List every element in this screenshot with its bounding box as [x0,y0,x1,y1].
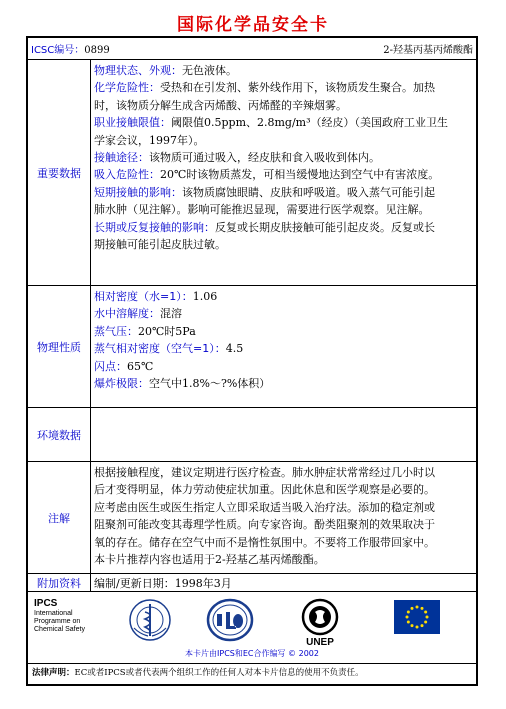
important-line [94,236,473,253]
important-key: 化学危险性： [94,81,160,95]
important-line [94,201,473,218]
notes-line: 根据接触程度，建议定期进行医疗检查。肺水肿症状常常经过几小时以 [94,466,435,479]
legal-row [28,664,476,684]
eu-star-icon [424,611,427,614]
notes-line: 后才变得明显，体力劳动使症状加重。因此休息和医学观察是必要的。 [94,483,435,497]
important-key: 吸入危险性： [94,168,160,182]
unep-emblem-icon [296,598,344,636]
card-title: 国际化学品安全卡 [177,15,329,35]
ipcs-line: Chemical Safety [34,626,85,633]
chemical-name: 2-羟基丙基丙烯酸酯 [383,45,473,56]
important-text: 肺水肿（见注解）。影响可能推迟显现，需要进行医学观察。见注解。 [94,203,430,217]
eu-flag-icon [394,600,440,634]
additional-content: 编制/更新日期：1998年3月 [94,577,232,590]
card-credit: 本卡片由IPCS和EC合作编写 © 2002 [185,649,319,658]
important-line [94,79,473,96]
section-important [28,60,476,286]
important-text: 时，该物质分解生成含丙烯酸、丙烯醛的辛辣烟雾。 [94,98,347,112]
important-text: 该物质腐蚀眼睛、皮肤和呼吸道。吸入蒸气可能引起 [182,185,435,199]
section-label-important: 重要数据 [28,60,91,285]
ipcs-line: International [34,610,73,617]
physical-key: 蒸气压： [94,324,138,338]
footer-logos [28,592,476,664]
physical-line [94,375,473,392]
physical-text: 空气中1.8%～?%体积） [149,377,271,391]
physical-key: 蒸气相对密度（空气=1）： [94,342,226,356]
important-key: 长期或反复接触的影响： [94,220,215,234]
physical-line [94,305,473,322]
ipcs-line: Programme on [34,618,81,625]
physical-text: 1.06 [192,290,218,303]
legal-text: EC或者IPCS或者代表两个组织工作的任何人对本卡片信息的使用不负责任。 [74,668,364,678]
important-line [94,114,473,131]
important-text: 无色液体。 [182,64,237,77]
ipcs-logo [34,598,85,634]
notes-line: 本卡片推荐内容也适用于2-羟基乙基丙烯酸酯。 [94,553,325,567]
safety-card [26,36,478,686]
eu-star-icon [411,607,414,610]
section-notes [28,462,476,574]
eu-star-icon [426,616,429,619]
section-additional [28,574,476,592]
important-text: 学家会议，1997年）。 [94,133,205,147]
eu-star-icon [421,624,424,627]
important-text: 受热和在引发剂、紫外线作用下，该物质发生聚合。加热 [160,81,435,95]
icsc-label: ICSC编号： [31,45,85,56]
icsc-id [31,41,110,56]
notes-line: 阻聚剂可能改变其毒理学性质。向专家咨询。酚类阻聚剂的效果取决于 [94,518,435,532]
header-row [28,38,476,60]
important-text: 阈限值0.5ppm、2.8mg/m³（经皮）（美国政府工业卫生 [171,116,449,130]
important-text: 反复或长期皮肤接触可能引起皮炎。反复或长 [215,220,435,234]
section-physical [28,286,476,408]
eu-star-icon [411,624,414,627]
legal-notice [28,664,476,682]
section-label-environment: 环境数据 [28,408,91,461]
important-content [91,60,476,285]
eu-star-icon [407,611,410,614]
unep-label: UNEP [306,637,334,648]
important-key: 接触途径： [94,151,149,165]
important-key: 短期接触的影响： [94,185,182,199]
important-line [94,62,473,79]
physical-key: 闪点： [94,359,127,373]
physical-line [94,323,473,340]
notes-line: 应考虑由医生或医生指定人立即采取适当吸入治疗法。添加的稳定剂或 [94,500,435,514]
section-label-notes: 注解 [28,462,91,573]
physical-text: 20℃时5Pa [138,324,196,338]
eu-star-icon [421,607,424,610]
physical-line [94,288,473,305]
ipcs-title: IPCS [34,598,58,609]
notes-content [91,462,476,573]
important-text: 该物质可通过吸入，经皮肤和食入吸收到体内。 [149,151,380,165]
physical-text: 混溶 [160,307,182,321]
eu-star-icon [424,621,427,624]
legal-key: 法律声明： [32,668,75,678]
physical-content [91,286,476,407]
important-line [94,219,473,236]
eu-star-icon [416,606,419,609]
physical-key: 相对密度（水=1）： [94,290,193,303]
important-text: 期接触可能引起皮肤过敏。 [94,238,226,252]
icsc-number: 0899 [84,45,110,56]
section-label-physical: 物理性质 [28,286,91,407]
ilo-emblem-icon [206,598,254,642]
environment-content [91,408,476,461]
important-line [94,149,473,166]
eu-star-icon [406,616,409,619]
important-key: 物理状态、外观： [94,64,182,77]
important-text: 20℃时该物质蒸发，可相当缓慢地达到空气中有害浓度。 [160,168,440,182]
important-line [94,132,473,149]
important-key: 职业接触限值： [94,116,171,130]
important-line [94,166,473,183]
important-line [94,97,473,114]
who-emblem-icon [128,598,172,642]
physical-key: 爆炸极限： [94,377,149,391]
notes-line: 氧的存在。储存在空气中而不是惰性氛围中。不要将工作服带回家中。 [94,535,435,549]
physical-key: 水中溶解度： [94,307,160,321]
section-label-additional: 附加资料 [28,574,91,591]
eu-star-icon [416,626,419,629]
physical-text: 65℃ [127,359,154,373]
section-environment [28,408,476,462]
eu-star-icon [407,621,410,624]
physical-line [94,358,473,375]
important-line [94,184,473,201]
physical-line [94,340,473,357]
physical-text: 4.5 [225,342,244,356]
